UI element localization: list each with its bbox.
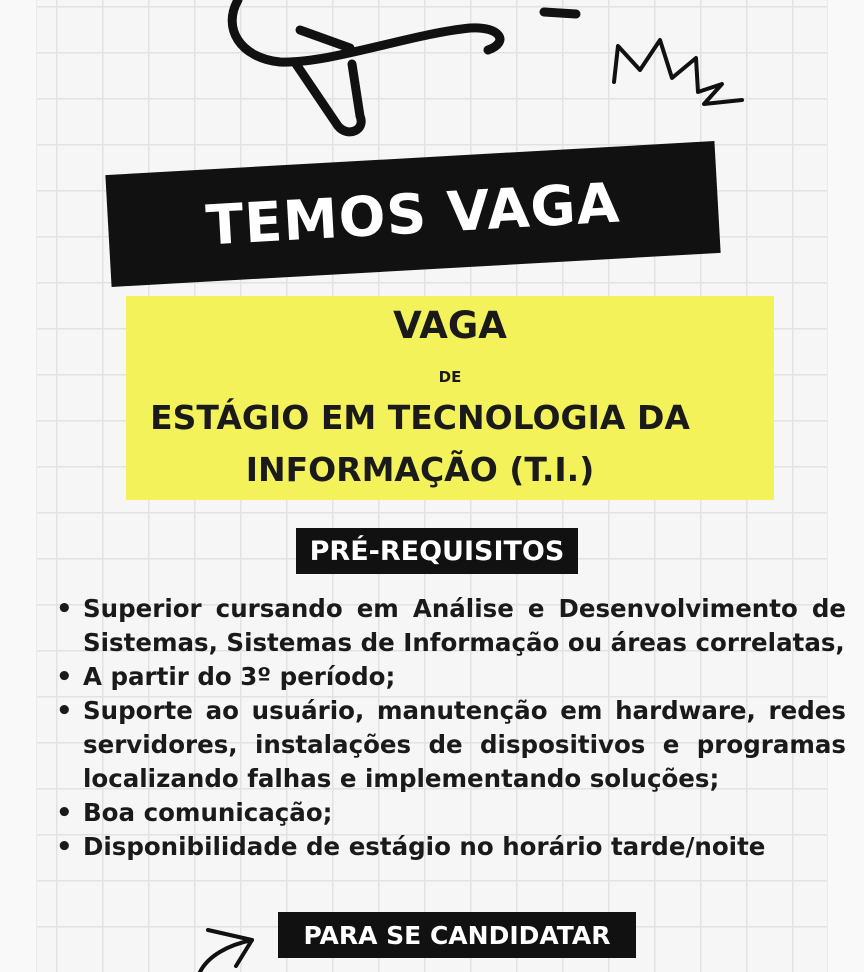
list-item: • Suporte ao usuário, manutenção em hardware, redes servidores, instalações de dispositivos e programas localizando falhas e implementando soluções;: [56, 694, 846, 796]
list-item: • Disponibilidade de estágio no horário tarde/noite: [56, 830, 846, 864]
headline-estagio: ESTÁGIO EM TECNOLOGIA DA: [150, 398, 690, 437]
list-item: • A partir do 3º período;: [56, 660, 846, 694]
banner-title: TEMOS VAGA: [204, 170, 622, 258]
headline-informacao: INFORMAÇÃO (T.I.): [245, 450, 595, 489]
headline-box: [126, 296, 774, 500]
sparkle-scribble-icon: [614, 40, 742, 104]
megaphone-icon: [232, 0, 576, 132]
apply-label: PARA SE CANDIDATAR: [278, 912, 636, 958]
headline-vaga: VAGA: [393, 304, 507, 347]
arrow-icon: [200, 930, 252, 972]
requirements-heading: PRÉ-REQUISITOS: [296, 528, 578, 574]
requirements-list: [56, 592, 846, 864]
list-item: • Boa comunicação;: [56, 796, 846, 830]
headline-de: DE: [438, 368, 462, 386]
list-item: • Superior cursando em Análise e Desenvolvimento de Sistemas, Sistemas de Informação ou áreas correlatas,: [56, 592, 846, 660]
